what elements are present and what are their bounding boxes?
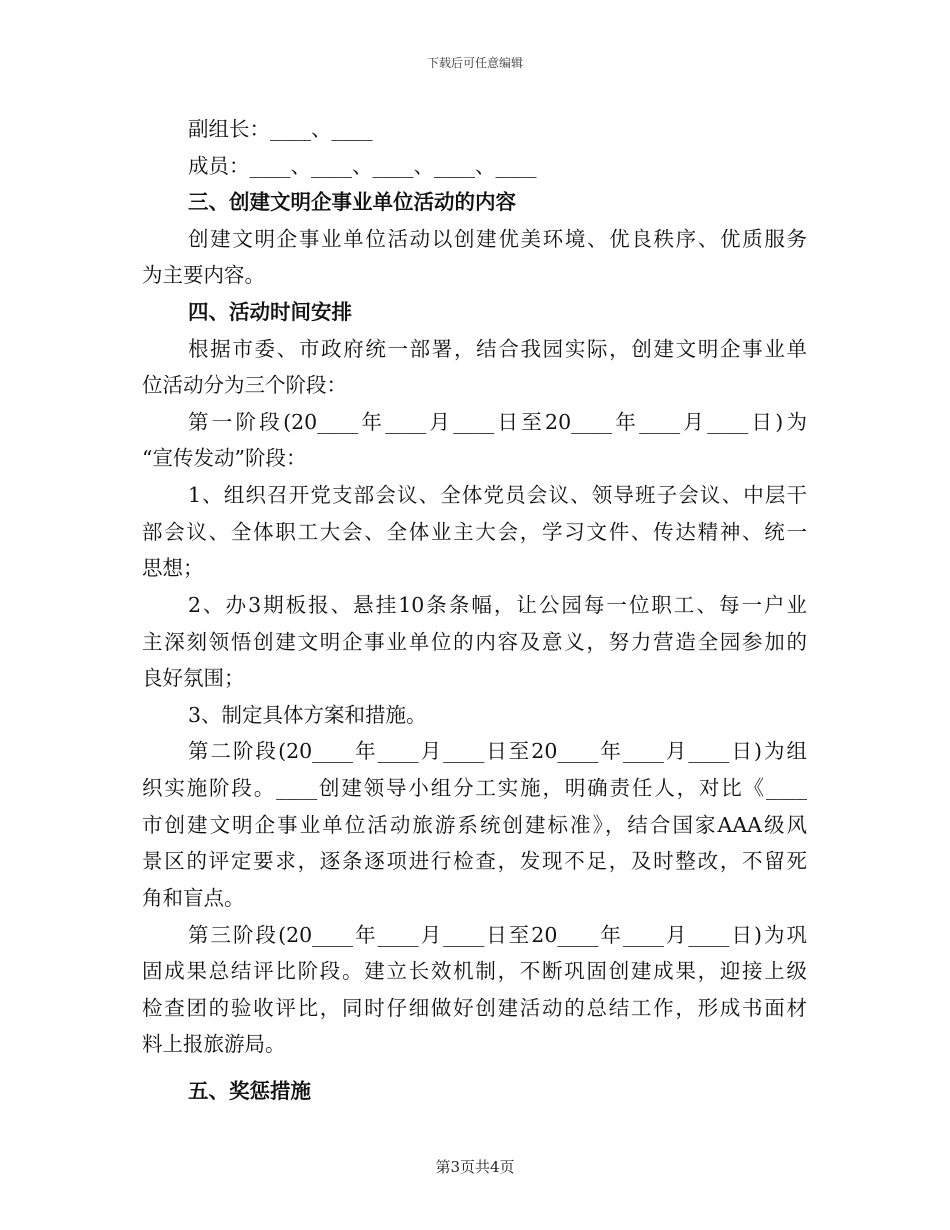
- page-footer: 第3页共4页: [435, 1158, 515, 1176]
- paragraph-line: 角和盲点。: [142, 886, 245, 910]
- paragraph-line: 部会议、全体职工大会、全体业主大会，学习文件、传达精神、统一: [142, 520, 807, 544]
- section-heading: 三、创建文明企事业单位活动的内容: [188, 190, 516, 214]
- paragraph-line: 市创建文明企事业单位活动旅游系统创建标准》，结合国家AAA级风: [142, 813, 807, 837]
- paragraph-line: 2、办3期板报、悬挂10条条幅，让公园每一位职工、每一户业: [188, 593, 807, 617]
- paragraph-line: 思想；: [142, 556, 204, 580]
- paragraph-line: 料上报旅游局。: [142, 1032, 286, 1056]
- paragraph-line: 第一阶段(20____年____月____日至20____年____月____日)为: [188, 410, 807, 434]
- paragraph-line: 1、组织召开党支部会议、全体党员会议、领导班子会议、中层干: [188, 483, 807, 507]
- paragraph-line: 副组长：____、____: [188, 117, 373, 141]
- paragraph-line: 检查团的验收评比，同时仔细做好创建活动的总结工作，形成书面材: [142, 996, 807, 1020]
- paragraph-line: “宣传发动”阶段：: [142, 446, 307, 470]
- paragraph-line: 成员：____、____、____、____、____: [188, 154, 537, 178]
- page-header: 下载后可任意编辑: [426, 56, 523, 70]
- section-heading: 四、活动时间安排: [188, 300, 352, 324]
- paragraph-line: 主深刻领悟创建文明企事业单位的内容及意义，努力营造全园参加的: [142, 630, 807, 654]
- paragraph-line: 景区的评定要求，逐条逐项进行检查，发现不足，及时整改，不留死: [142, 849, 807, 873]
- paragraph-line: 织实施阶段。____创建领导小组分工实施，明确责任人，对比《____: [142, 776, 807, 800]
- paragraph-line: 创建文明企事业单位活动以创建优美环境、优良秩序、优质服务: [188, 227, 807, 251]
- paragraph-line: 位活动分为三个阶段：: [142, 373, 347, 397]
- paragraph-line: 3、制定具体方案和措施。: [188, 703, 427, 727]
- section-heading: 五、奖惩措施: [188, 1079, 311, 1103]
- paragraph-line: 为主要内容。: [142, 263, 265, 287]
- paragraph-line: 良好氛围；: [142, 666, 245, 690]
- paragraph-line: 第三阶段(20____年____月____日至20____年____月____日)为巩: [188, 923, 807, 947]
- paragraph-line: 固成果总结评比阶段。建立长效机制，不断巩固创建成果，迎接上级: [142, 959, 807, 983]
- paragraph-line: 第二阶段(20____年____月____日至20____年____月____日)为组: [188, 739, 807, 763]
- paragraph-line: 根据市委、市政府统一部署，结合我园实际，创建文明企事业单: [188, 337, 807, 361]
